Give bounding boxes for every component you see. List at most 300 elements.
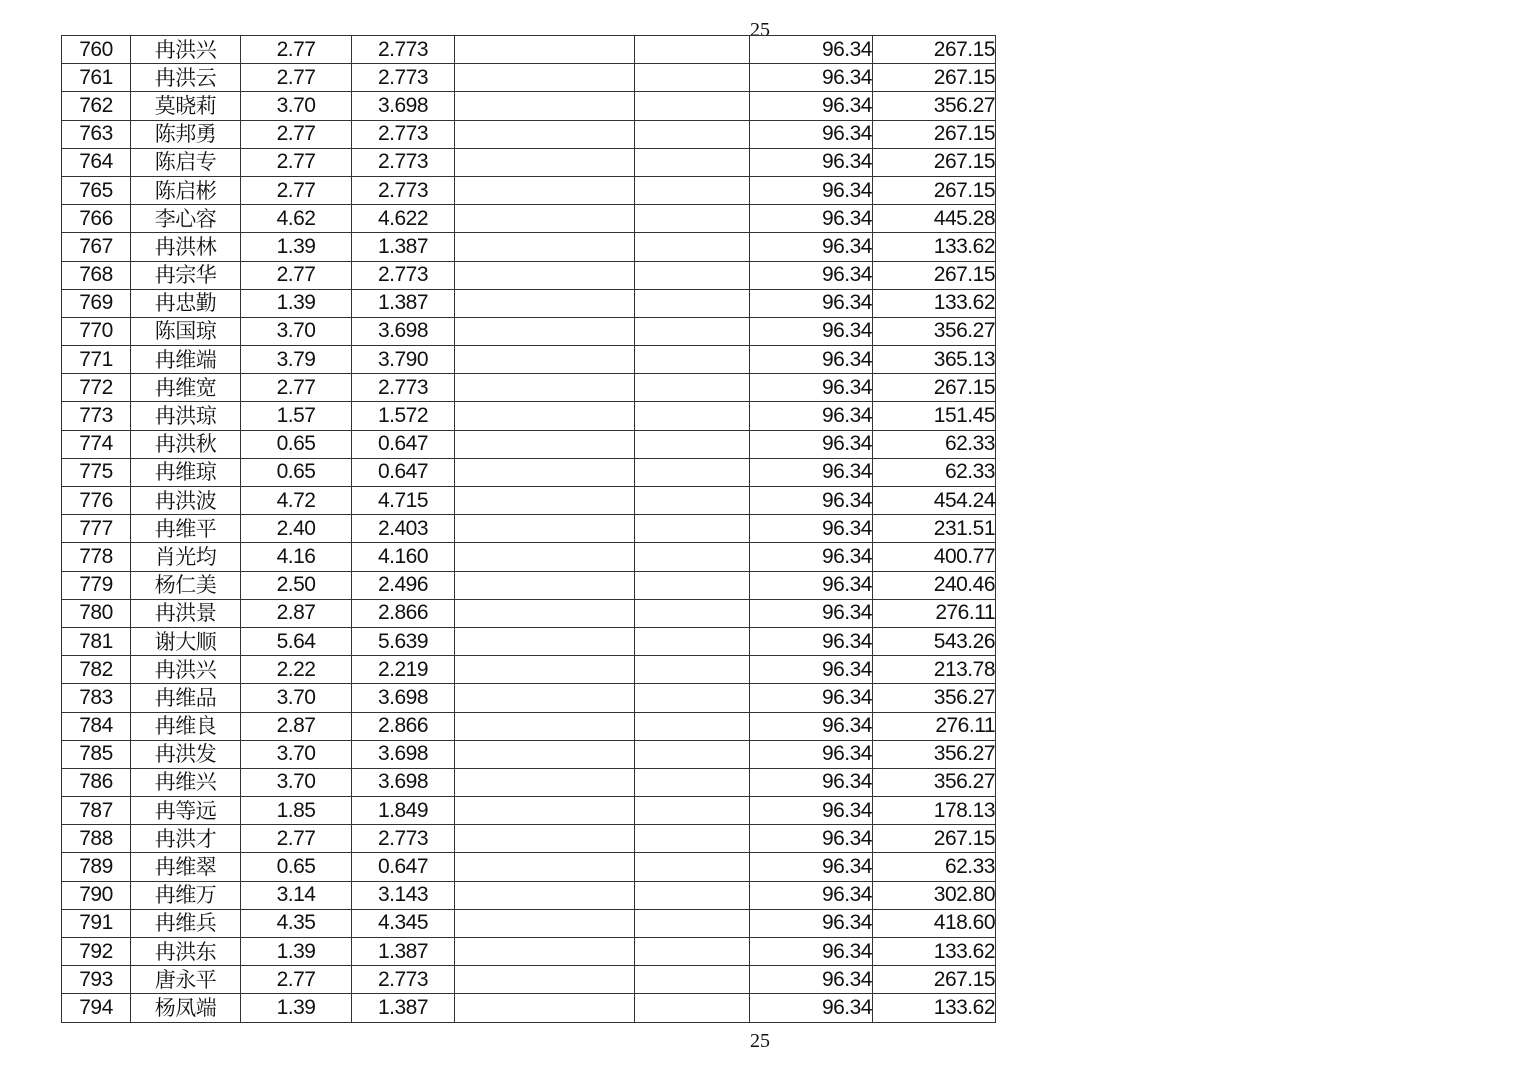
value-b-cell: 3.698 (352, 317, 455, 345)
empty-cell (635, 684, 750, 712)
empty-cell (635, 825, 750, 853)
value-a-cell: 2.40 (241, 515, 352, 543)
row-number-cell: 777 (62, 515, 131, 543)
row-number-cell: 792 (62, 938, 131, 966)
name-cell: 冉洪发 (131, 740, 241, 768)
empty-cell (635, 176, 750, 204)
value-b-cell: 3.698 (352, 684, 455, 712)
empty-cell (635, 289, 750, 317)
name-cell: 冉维平 (131, 515, 241, 543)
total-cell: 133.62 (873, 233, 996, 261)
table-row (62, 797, 996, 825)
row-number-cell: 770 (62, 317, 131, 345)
value-a-cell: 0.65 (241, 853, 352, 881)
row-number-cell: 764 (62, 148, 131, 176)
value-a-cell: 1.85 (241, 797, 352, 825)
value-b-cell: 3.790 (352, 346, 455, 374)
name-cell: 冉洪东 (131, 938, 241, 966)
price-cell: 96.34 (750, 853, 873, 881)
value-b-cell: 3.143 (352, 881, 455, 909)
value-a-cell: 4.62 (241, 205, 352, 233)
name-cell: 冉维良 (131, 712, 241, 740)
price-cell: 96.34 (750, 289, 873, 317)
name-cell: 唐永平 (131, 966, 241, 994)
value-b-cell: 2.773 (352, 120, 455, 148)
row-number-cell: 789 (62, 853, 131, 881)
value-b-cell: 1.387 (352, 994, 455, 1022)
empty-cell (455, 571, 635, 599)
total-cell: 418.60 (873, 909, 996, 937)
value-a-cell: 2.77 (241, 176, 352, 204)
total-cell: 267.15 (873, 825, 996, 853)
name-cell: 冉洪林 (131, 233, 241, 261)
name-cell: 冉洪兴 (131, 656, 241, 684)
value-b-cell: 1.849 (352, 797, 455, 825)
name-cell: 杨凤端 (131, 994, 241, 1022)
row-number-cell: 766 (62, 205, 131, 233)
empty-cell (635, 656, 750, 684)
empty-cell (455, 966, 635, 994)
price-cell: 96.34 (750, 430, 873, 458)
empty-cell (635, 712, 750, 740)
value-a-cell: 3.70 (241, 317, 352, 345)
name-cell: 冉洪秋 (131, 430, 241, 458)
row-number-cell: 779 (62, 571, 131, 599)
name-cell: 冉维翠 (131, 853, 241, 881)
value-b-cell: 3.698 (352, 768, 455, 796)
row-number-cell: 793 (62, 966, 131, 994)
empty-cell (455, 233, 635, 261)
price-cell: 96.34 (750, 374, 873, 402)
total-cell: 276.11 (873, 712, 996, 740)
empty-cell (455, 543, 635, 571)
value-b-cell: 2.496 (352, 571, 455, 599)
table-row (62, 627, 996, 655)
price-cell: 96.34 (750, 740, 873, 768)
value-a-cell: 1.39 (241, 994, 352, 1022)
price-cell: 96.34 (750, 543, 873, 571)
name-cell: 莫晓莉 (131, 92, 241, 120)
value-a-cell: 3.79 (241, 346, 352, 374)
value-b-cell: 4.160 (352, 543, 455, 571)
empty-cell (455, 92, 635, 120)
value-a-cell: 2.77 (241, 966, 352, 994)
name-cell: 冉维品 (131, 684, 241, 712)
name-cell: 冉洪波 (131, 487, 241, 515)
value-a-cell: 2.77 (241, 825, 352, 853)
table-row (62, 402, 996, 430)
total-cell: 356.27 (873, 740, 996, 768)
total-cell: 62.33 (873, 458, 996, 486)
value-b-cell: 1.387 (352, 938, 455, 966)
empty-cell (455, 740, 635, 768)
table-row (62, 148, 996, 176)
empty-cell (455, 656, 635, 684)
price-cell: 96.34 (750, 797, 873, 825)
table-row (62, 768, 996, 796)
name-cell: 冉维端 (131, 346, 241, 374)
row-number-cell: 775 (62, 458, 131, 486)
value-b-cell: 4.345 (352, 909, 455, 937)
row-number-cell: 768 (62, 261, 131, 289)
empty-cell (455, 64, 635, 92)
total-cell: 267.15 (873, 374, 996, 402)
empty-cell (635, 64, 750, 92)
price-cell: 96.34 (750, 458, 873, 486)
empty-cell (635, 740, 750, 768)
table-row (62, 176, 996, 204)
value-a-cell: 4.72 (241, 487, 352, 515)
value-b-cell: 0.647 (352, 430, 455, 458)
total-cell: 267.15 (873, 966, 996, 994)
table-row (62, 909, 996, 937)
row-number-cell: 782 (62, 656, 131, 684)
empty-cell (635, 543, 750, 571)
total-cell: 133.62 (873, 289, 996, 317)
total-cell: 543.26 (873, 627, 996, 655)
value-a-cell: 1.39 (241, 289, 352, 317)
table-row (62, 92, 996, 120)
price-cell: 96.34 (750, 768, 873, 796)
value-a-cell: 3.70 (241, 740, 352, 768)
empty-cell (635, 853, 750, 881)
data-table (61, 35, 996, 1023)
value-b-cell: 4.622 (352, 205, 455, 233)
value-a-cell: 2.77 (241, 36, 352, 64)
page-number-bottom: 25 (750, 1030, 770, 1052)
value-a-cell: 2.50 (241, 571, 352, 599)
value-a-cell: 2.87 (241, 712, 352, 740)
row-number-cell: 769 (62, 289, 131, 317)
empty-cell (635, 233, 750, 261)
empty-cell (455, 881, 635, 909)
name-cell: 冉维宽 (131, 374, 241, 402)
table-row (62, 515, 996, 543)
row-number-cell: 784 (62, 712, 131, 740)
empty-cell (635, 261, 750, 289)
value-b-cell: 2.866 (352, 712, 455, 740)
value-a-cell: 2.77 (241, 374, 352, 402)
empty-cell (635, 768, 750, 796)
total-cell: 133.62 (873, 938, 996, 966)
name-cell: 陈邦勇 (131, 120, 241, 148)
empty-cell (635, 994, 750, 1022)
empty-cell (455, 402, 635, 430)
total-cell: 356.27 (873, 684, 996, 712)
total-cell: 454.24 (873, 487, 996, 515)
value-a-cell: 3.14 (241, 881, 352, 909)
value-a-cell: 4.35 (241, 909, 352, 937)
empty-cell (635, 458, 750, 486)
table-row (62, 317, 996, 345)
price-cell: 96.34 (750, 994, 873, 1022)
price-cell: 96.34 (750, 966, 873, 994)
total-cell: 240.46 (873, 571, 996, 599)
empty-cell (455, 120, 635, 148)
name-cell: 陈国琼 (131, 317, 241, 345)
price-cell: 96.34 (750, 571, 873, 599)
value-a-cell: 2.77 (241, 64, 352, 92)
row-number-cell: 761 (62, 64, 131, 92)
empty-cell (455, 627, 635, 655)
table-row (62, 36, 996, 64)
page-number-top: 25 (750, 19, 770, 41)
empty-cell (635, 938, 750, 966)
table-row (62, 120, 996, 148)
row-number-cell: 778 (62, 543, 131, 571)
row-number-cell: 760 (62, 36, 131, 64)
name-cell: 陈启彬 (131, 176, 241, 204)
value-b-cell: 1.387 (352, 289, 455, 317)
empty-cell (455, 768, 635, 796)
total-cell: 62.33 (873, 430, 996, 458)
name-cell: 杨仁美 (131, 571, 241, 599)
empty-cell (455, 938, 635, 966)
price-cell: 96.34 (750, 712, 873, 740)
value-b-cell: 3.698 (352, 740, 455, 768)
row-number-cell: 771 (62, 346, 131, 374)
total-cell: 356.27 (873, 317, 996, 345)
value-a-cell: 1.39 (241, 938, 352, 966)
price-cell: 96.34 (750, 909, 873, 937)
value-b-cell: 2.219 (352, 656, 455, 684)
value-a-cell: 3.70 (241, 768, 352, 796)
empty-cell (635, 205, 750, 233)
value-a-cell: 1.39 (241, 233, 352, 261)
price-cell: 96.34 (750, 938, 873, 966)
empty-cell (455, 909, 635, 937)
empty-cell (455, 487, 635, 515)
table-row (62, 853, 996, 881)
empty-cell (635, 120, 750, 148)
price-cell: 96.34 (750, 176, 873, 204)
name-cell: 李心容 (131, 205, 241, 233)
empty-cell (455, 261, 635, 289)
value-b-cell: 2.773 (352, 966, 455, 994)
table-row (62, 205, 996, 233)
empty-cell (455, 176, 635, 204)
row-number-cell: 765 (62, 176, 131, 204)
row-number-cell: 762 (62, 92, 131, 120)
table-row (62, 712, 996, 740)
empty-cell (455, 289, 635, 317)
name-cell: 冉维万 (131, 881, 241, 909)
row-number-cell: 776 (62, 487, 131, 515)
value-a-cell: 5.64 (241, 627, 352, 655)
value-a-cell: 0.65 (241, 458, 352, 486)
name-cell: 冉维兵 (131, 909, 241, 937)
table-body (62, 36, 996, 1023)
name-cell: 冉洪琼 (131, 402, 241, 430)
table-row (62, 261, 996, 289)
empty-cell (635, 881, 750, 909)
value-b-cell: 2.773 (352, 374, 455, 402)
table-row (62, 233, 996, 261)
table-row (62, 740, 996, 768)
name-cell: 陈启专 (131, 148, 241, 176)
total-cell: 151.45 (873, 402, 996, 430)
value-a-cell: 3.70 (241, 92, 352, 120)
price-cell: 96.34 (750, 487, 873, 515)
total-cell: 133.62 (873, 994, 996, 1022)
value-b-cell: 3.698 (352, 92, 455, 120)
total-cell: 62.33 (873, 853, 996, 881)
total-cell: 213.78 (873, 656, 996, 684)
price-cell: 96.34 (750, 346, 873, 374)
empty-cell (635, 402, 750, 430)
empty-cell (635, 430, 750, 458)
empty-cell (635, 599, 750, 627)
name-cell: 冉维琼 (131, 458, 241, 486)
value-b-cell: 0.647 (352, 853, 455, 881)
row-number-cell: 788 (62, 825, 131, 853)
total-cell: 445.28 (873, 205, 996, 233)
table-row (62, 599, 996, 627)
total-cell: 365.13 (873, 346, 996, 374)
empty-cell (455, 712, 635, 740)
name-cell: 冉忠勤 (131, 289, 241, 317)
total-cell: 231.51 (873, 515, 996, 543)
row-number-cell: 785 (62, 740, 131, 768)
value-b-cell: 1.572 (352, 402, 455, 430)
row-number-cell: 780 (62, 599, 131, 627)
row-number-cell: 786 (62, 768, 131, 796)
price-cell: 96.34 (750, 881, 873, 909)
total-cell: 267.15 (873, 261, 996, 289)
table-row (62, 487, 996, 515)
row-number-cell: 781 (62, 627, 131, 655)
value-b-cell: 2.773 (352, 64, 455, 92)
value-b-cell: 4.715 (352, 487, 455, 515)
name-cell: 冉洪兴 (131, 36, 241, 64)
empty-cell (635, 148, 750, 176)
total-cell: 267.15 (873, 176, 996, 204)
value-a-cell: 1.57 (241, 402, 352, 430)
empty-cell (455, 148, 635, 176)
empty-cell (635, 36, 750, 64)
total-cell: 400.77 (873, 543, 996, 571)
price-cell: 96.34 (750, 402, 873, 430)
row-number-cell: 787 (62, 797, 131, 825)
total-cell: 276.11 (873, 599, 996, 627)
total-cell: 356.27 (873, 768, 996, 796)
price-cell: 96.34 (750, 64, 873, 92)
value-b-cell: 1.387 (352, 233, 455, 261)
price-cell: 96.34 (750, 148, 873, 176)
empty-cell (635, 966, 750, 994)
empty-cell (635, 515, 750, 543)
price-cell: 96.34 (750, 261, 873, 289)
empty-cell (455, 515, 635, 543)
row-number-cell: 772 (62, 374, 131, 402)
value-a-cell: 2.77 (241, 120, 352, 148)
name-cell: 肖光均 (131, 543, 241, 571)
empty-cell (635, 346, 750, 374)
row-number-cell: 767 (62, 233, 131, 261)
table-row (62, 289, 996, 317)
empty-cell (635, 627, 750, 655)
price-cell: 96.34 (750, 656, 873, 684)
name-cell: 冉维兴 (131, 768, 241, 796)
empty-cell (455, 317, 635, 345)
value-a-cell: 2.77 (241, 261, 352, 289)
value-a-cell: 2.87 (241, 599, 352, 627)
total-cell: 267.15 (873, 148, 996, 176)
value-a-cell: 3.70 (241, 684, 352, 712)
price-cell: 96.34 (750, 515, 873, 543)
total-cell: 178.13 (873, 797, 996, 825)
value-b-cell: 2.866 (352, 599, 455, 627)
value-b-cell: 2.773 (352, 148, 455, 176)
name-cell: 冉洪才 (131, 825, 241, 853)
empty-cell (455, 684, 635, 712)
value-a-cell: 2.77 (241, 148, 352, 176)
price-cell: 96.34 (750, 684, 873, 712)
table-row (62, 430, 996, 458)
price-cell: 96.34 (750, 92, 873, 120)
table-row (62, 458, 996, 486)
price-cell: 96.34 (750, 627, 873, 655)
empty-cell (635, 317, 750, 345)
table-row (62, 938, 996, 966)
table-row (62, 374, 996, 402)
table-row (62, 346, 996, 374)
name-cell: 冉洪景 (131, 599, 241, 627)
value-b-cell: 2.773 (352, 176, 455, 204)
value-b-cell: 2.773 (352, 261, 455, 289)
empty-cell (635, 92, 750, 120)
table-row (62, 543, 996, 571)
empty-cell (635, 487, 750, 515)
empty-cell (635, 909, 750, 937)
table-row (62, 994, 996, 1022)
price-cell: 96.34 (750, 599, 873, 627)
value-a-cell: 0.65 (241, 430, 352, 458)
name-cell: 冉宗华 (131, 261, 241, 289)
row-number-cell: 790 (62, 881, 131, 909)
empty-cell (635, 571, 750, 599)
table-row (62, 64, 996, 92)
total-cell: 356.27 (873, 92, 996, 120)
row-number-cell: 774 (62, 430, 131, 458)
total-cell: 267.15 (873, 36, 996, 64)
name-cell: 冉等远 (131, 797, 241, 825)
total-cell: 267.15 (873, 64, 996, 92)
table-row (62, 571, 996, 599)
row-number-cell: 773 (62, 402, 131, 430)
value-b-cell: 2.403 (352, 515, 455, 543)
empty-cell (455, 205, 635, 233)
empty-cell (455, 599, 635, 627)
price-cell: 96.34 (750, 205, 873, 233)
row-number-cell: 763 (62, 120, 131, 148)
row-number-cell: 791 (62, 909, 131, 937)
empty-cell (635, 374, 750, 402)
empty-cell (455, 458, 635, 486)
total-cell: 302.80 (873, 881, 996, 909)
row-number-cell: 794 (62, 994, 131, 1022)
row-number-cell: 783 (62, 684, 131, 712)
table-row (62, 825, 996, 853)
table-row (62, 684, 996, 712)
table-row (62, 881, 996, 909)
value-b-cell: 2.773 (352, 36, 455, 64)
value-b-cell: 0.647 (352, 458, 455, 486)
table-row (62, 966, 996, 994)
empty-cell (455, 36, 635, 64)
empty-cell (455, 430, 635, 458)
price-cell: 96.34 (750, 825, 873, 853)
